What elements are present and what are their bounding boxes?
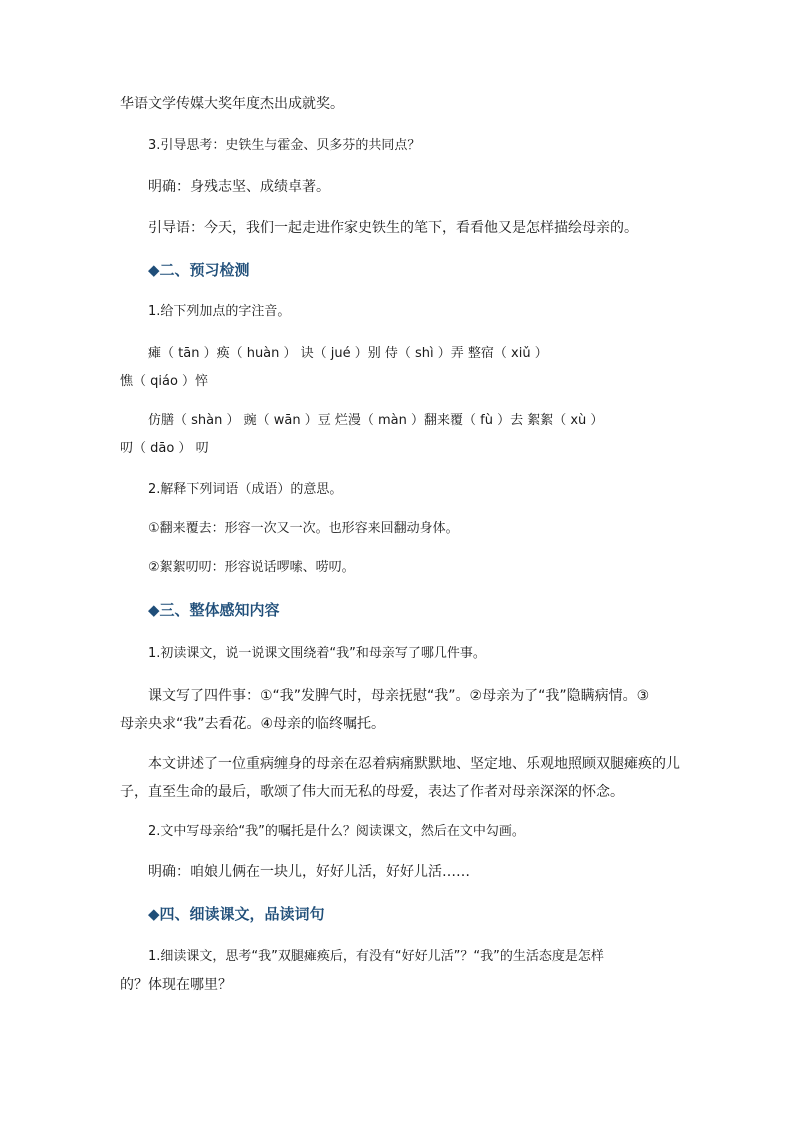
paragraph-line: 母亲央求“我”去看花。④母亲的临终嘱托。	[120, 716, 386, 732]
pinyin-line: 仿膳（ shàn ） 豌（ wān ）豆 烂漫（ màn ）翻来覆（ fù ）去 絮絮（ xù ）	[148, 413, 604, 428]
paragraph-line: 明确：身残志坚、成绩卓著。	[148, 179, 330, 195]
paragraph-line: ①翻来覆去：形容一次又一次。也形容来回翻动身体。	[148, 521, 459, 536]
pinyin-line: 瘫（ tān ）痪（ huàn ） 诀（ jué ）别 侍（ shì ）弄 整宿（ xiǔ ）	[148, 346, 548, 361]
paragraph-line: 1.初读课文，说一说课文围绕着“我”和母亲写了哪几件事。	[148, 646, 486, 661]
section-heading: ◆二、预习检测	[148, 261, 250, 279]
paragraph-line: 2.解释下列词语（成语）的意思。	[148, 482, 343, 497]
paragraph-line: ②絮絮叨叨：形容说话啰嗦、唠叨。	[148, 560, 355, 575]
pinyin-line: 憔（ qiáo ）悴	[120, 374, 209, 389]
paragraph-line: 3.引导思考：史铁生与霍金、贝多芬的共同点？	[148, 138, 421, 153]
section-heading: ◆四、细读课文，品读词句	[148, 905, 325, 923]
paragraph-line: 明确：咱娘儿俩在一块儿，好好儿活，好好儿活……	[148, 864, 470, 880]
paragraph-line: 华语文学传媒大奖年度杰出成就奖。	[120, 96, 344, 112]
paragraph-line: 2.文中写母亲给“我”的嘱托是什么？阅读课文，然后在文中勾画。	[148, 824, 525, 839]
pinyin-line: 叨（ dāo ） 叨	[120, 441, 209, 456]
paragraph-line: 子，直至生命的最后，歌颂了伟大而无私的母爱，表达了作者对母亲深深的怀念。	[120, 784, 624, 800]
paragraph-line: 1.细读课文，思考“我”双腿瘫痪后，有没有“好好儿活”？“我”的生活态度是怎样	[148, 949, 604, 964]
paragraph-line: 1.给下列加点的字注音。	[148, 304, 291, 319]
paragraph-line: 课文写了四件事：①“我”发脾气时，母亲抚慰“我”。②母亲为了“我”隐瞒病情。③	[148, 688, 650, 704]
paragraph-line: 本文讲述了一位重病缠身的母亲在忍着病痛默默地、坚定地、乐观地照顾双腿瘫痪的儿	[148, 756, 680, 772]
paragraph-line: 引导语：今天，我们一起走进作家史铁生的笔下，看看他又是怎样描绘母亲的。	[148, 220, 638, 236]
paragraph-line: 的？体现在哪里？	[120, 977, 232, 993]
section-heading: ◆三、整体感知内容	[148, 601, 280, 619]
